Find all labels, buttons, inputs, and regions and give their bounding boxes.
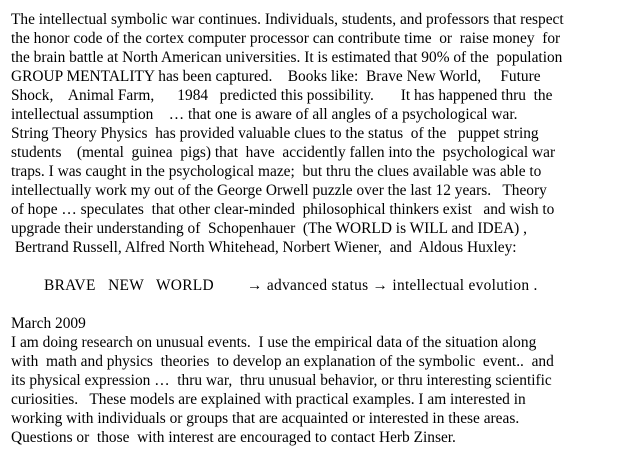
paragraph-2-line: with math and physics theories to develop an explanation of the symbolic event.. and [11,353,554,370]
paragraph-1-line: students (mental guinea pigs) that have accidently fallen into the psychological war [11,144,556,161]
date-heading: March 2009 [11,315,86,332]
paragraph-1-line: upgrade their understanding of Schopenhauer (The WORLD is WILL and IDEA) , [11,220,528,237]
paragraph-1-line: Shock, Animal Farm, 1984 predicted this possibility. It has happened thru the [11,87,553,104]
paragraph-1-line: of hope … speculates that other clear-minded philosophical thinkers exist and wish to [11,201,555,218]
paragraph-1-line: intellectual assumption … that one is aware of all angles of a psychological war. [11,106,518,123]
paragraph-2-line: working with individuals or groups that are acquainted or interested in these areas. [11,410,520,427]
paragraph-1-line: GROUP MENTALITY has been captured. Books like: Brave New World, Future [11,68,541,85]
paragraph-2-line: curiosities. These models are explained with practical examples. I am interested in [11,391,526,408]
paragraph-2-line: I am doing research on unusual events. I use the empirical data of the situation along [11,334,537,351]
paragraph-1-line: traps. I was caught in the psychological maze; but thru the clues available was able to [11,163,542,180]
paragraph-1-line: intellectually work my out of the George Orwell puzzle over the last 12 years. Theory [11,182,547,199]
paragraph-1-line: String Theory Physics has provided valuable clues to the status of the puppet string [11,125,539,142]
paragraph-1-line: Bertrand Russell, Alfred North Whitehead, Norbert Wiener, and Aldous Huxley: [11,239,517,256]
paragraph-1-line: The intellectual symbolic war continues. Individuals, students, and professors that respect [11,11,564,28]
paragraph-2-line: its physical expression … thru war, thru unusual behavior, or thru interesting scientific [11,372,552,389]
paragraph-2-line: Questions or those with interest are encouraged to contact Herb Zinser. [11,429,456,446]
paragraph-1-line: the brain battle at North American universities. It is estimated that 90% of the population [11,49,563,66]
paragraph-1-line: the honor code of the cortex computer processor can contribute time or raise money for [11,30,561,47]
brave-new-world-line: BRAVE NEW WORLD → advanced status → intellectual evolution . [44,277,538,294]
